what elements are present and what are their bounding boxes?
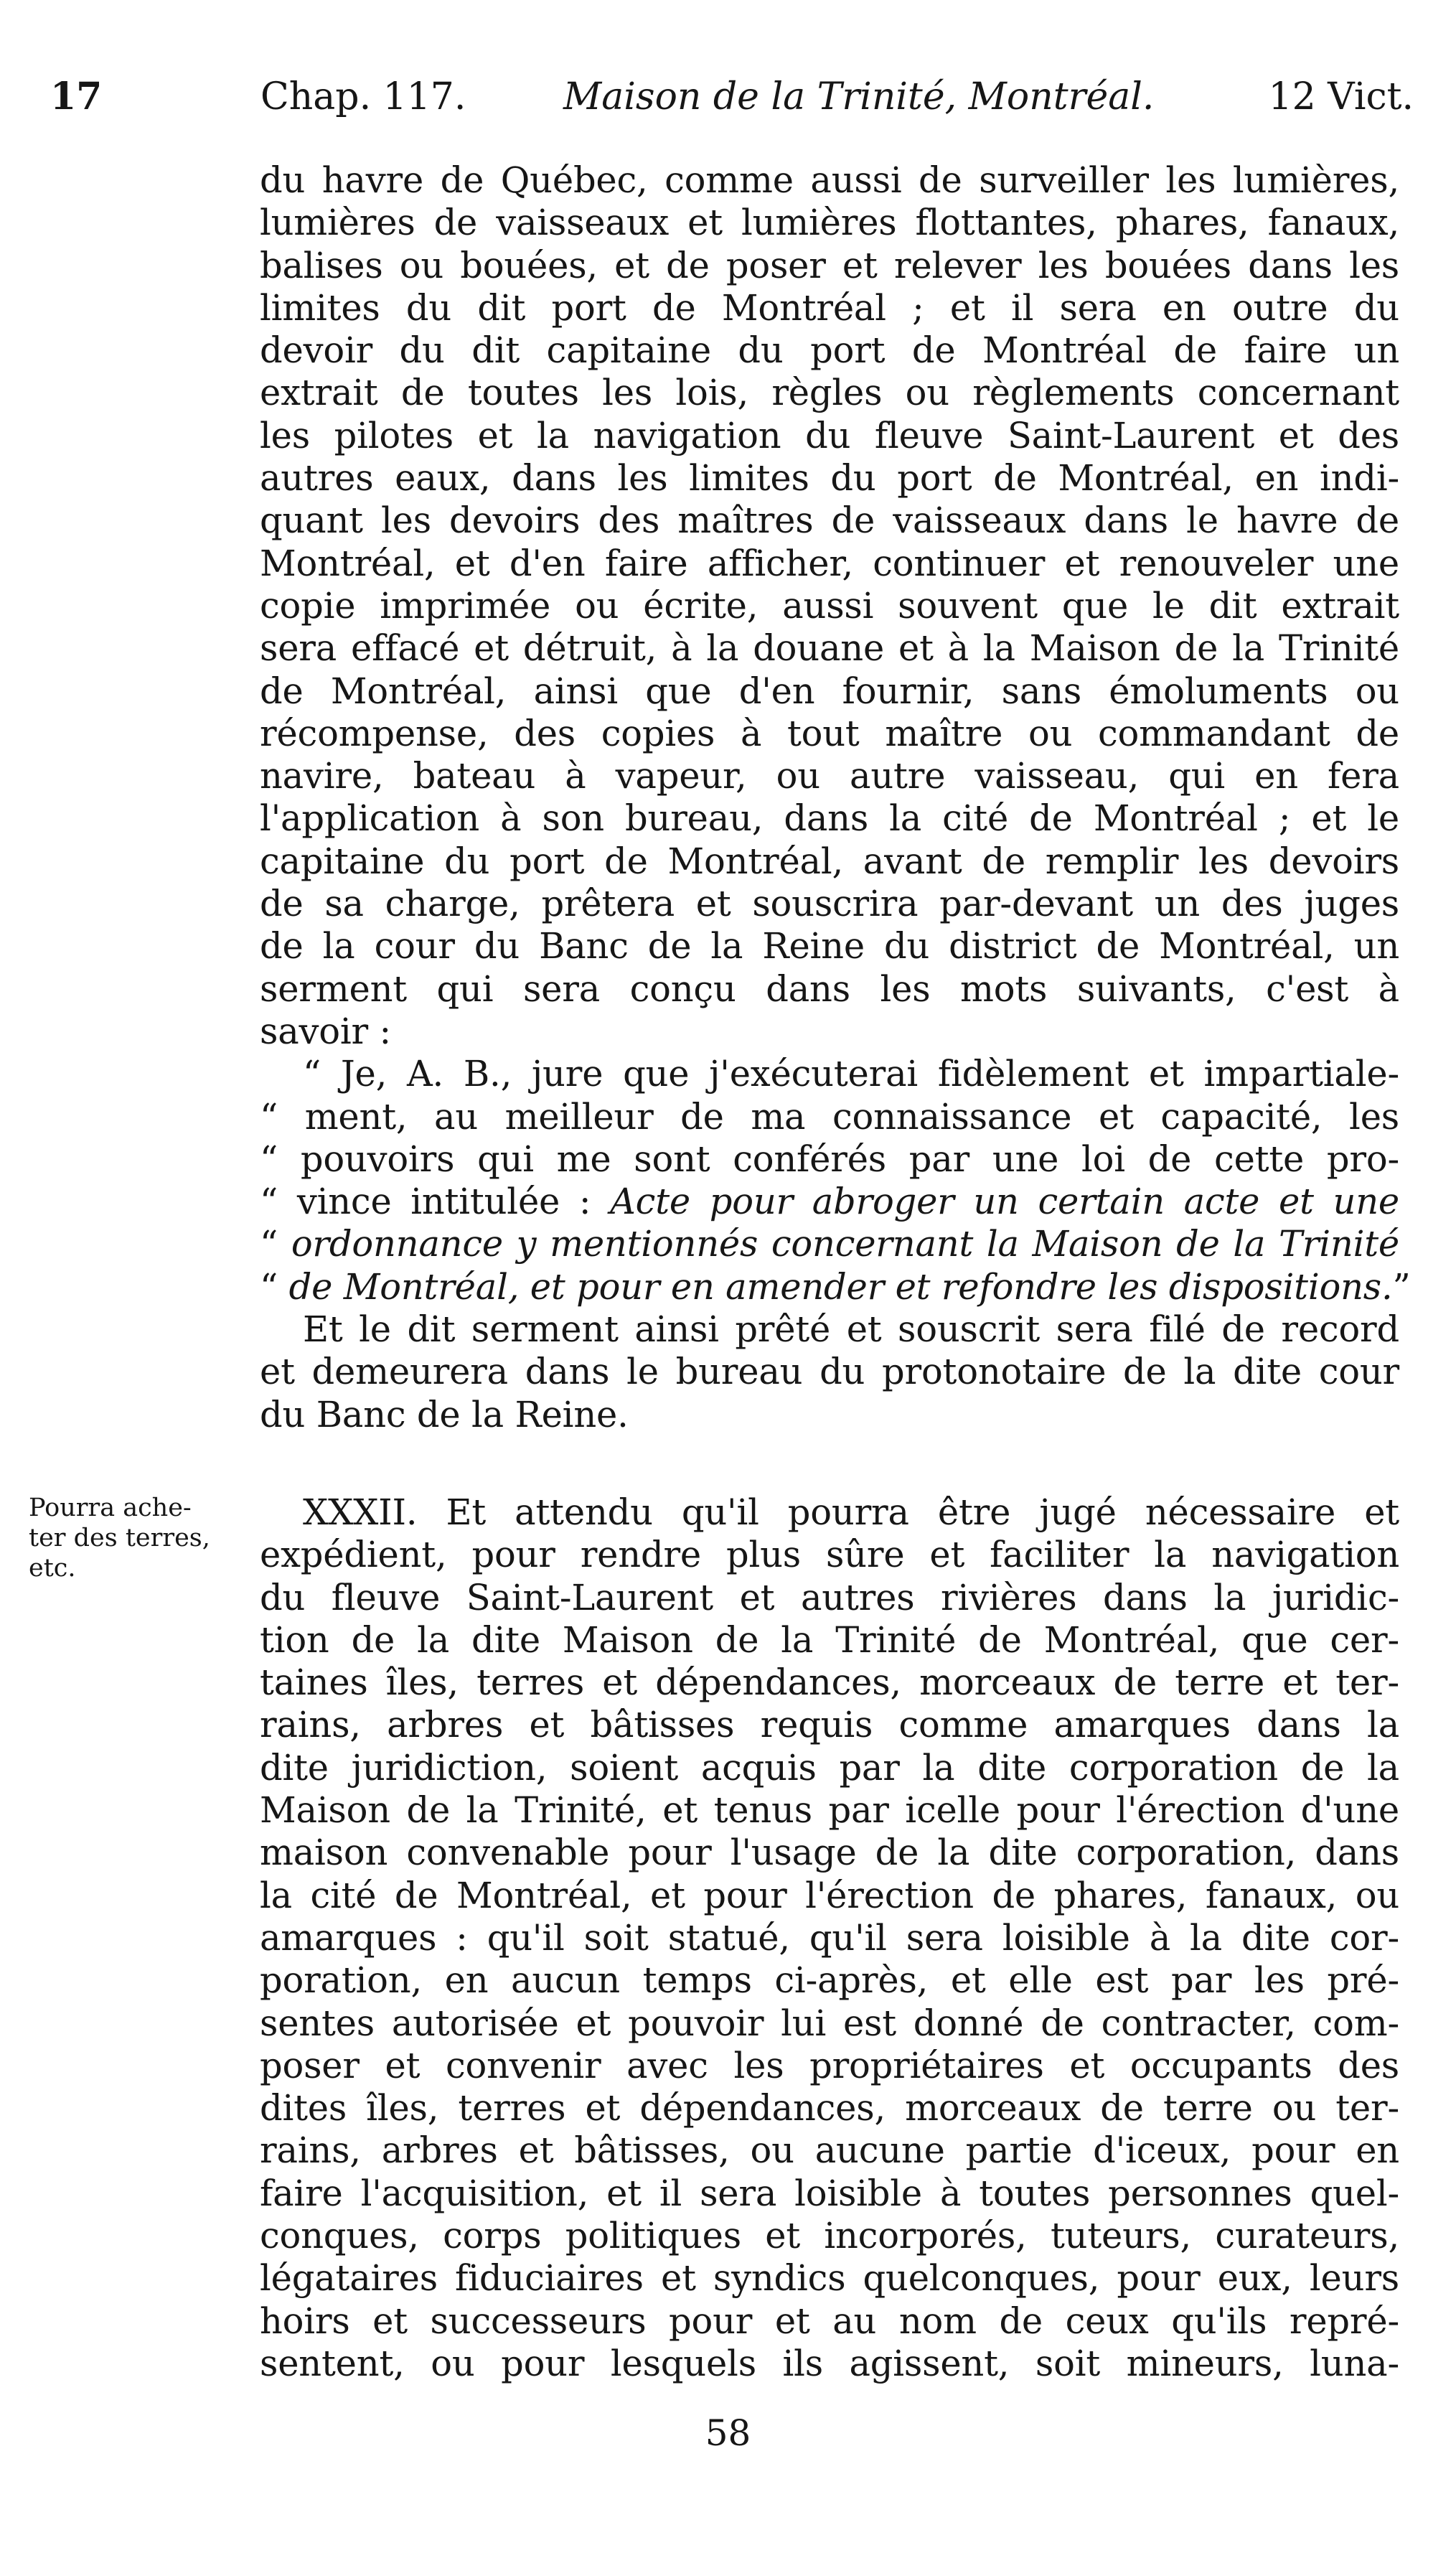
text-line: légataires fiduciaires et syndics quelconques, pour eux, leurs xyxy=(260,2257,1399,2300)
margin-note-line: etc. xyxy=(29,1554,76,1583)
text-line: autres eaux, dans les limites du port de Montréal, en indi- xyxy=(260,457,1399,500)
text-line: balises ou bouées, et de poser et relever les bouées dans les xyxy=(260,244,1399,286)
oath-line xyxy=(260,1265,1411,1308)
text-line: de sa charge, prêtera et souscrira par-devant un des juges xyxy=(260,883,1399,925)
act-title-italic: ordonnance y mentionnés concernant la Maison de la Trinité xyxy=(291,1223,1400,1265)
text-line: Montréal, et d'en faire afficher, continuer et renouveler une xyxy=(260,542,1399,584)
oath-line xyxy=(260,1181,1399,1223)
text-line: la cité de Montréal, et pour l'érection de phares, fanaux, ou xyxy=(260,1874,1399,1916)
text-line: et demeurera dans le bureau du protonotaire de la dite cour xyxy=(260,1351,1399,1393)
text-line: du Banc de la Reine. xyxy=(260,1393,629,1435)
text-line: poser et convenir avec les propriétaires et occupants des xyxy=(260,2044,1399,2086)
text-line: XXXII. Et attendu qu'il pourra être jugé nécessaire et xyxy=(303,1491,1399,1533)
oath-text: “ vince intitulée : xyxy=(260,1181,611,1223)
text-line: Maison de la Trinité, et tenus par icelle pour l'érection d'une xyxy=(260,1789,1399,1832)
header-chapter: Chap. 117. xyxy=(260,75,466,118)
section-continuation xyxy=(260,159,1411,1436)
text-line: récompense, des copies à tout maître ou commandant de xyxy=(260,712,1399,754)
section-xxxii xyxy=(260,1491,1399,2385)
text-line: capitaine du port de Montréal, avant de remplir les devoirs xyxy=(260,840,1399,882)
margin-note-line: Pourra ache- xyxy=(29,1494,192,1522)
text-line: de la cour du Banc de la Reine du district de Montréal, un xyxy=(260,925,1399,967)
text-line: conques, corps politiques et incorporés, tuteurs, curateurs, xyxy=(260,2215,1399,2257)
oath-line: “ Je, A. B., jure que j'exécuterai fidèlement et impartiale- xyxy=(303,1053,1399,1095)
text-line: poration, en aucun temps ci-après, et elle est par les pré- xyxy=(260,1959,1399,2002)
text-line: de Montréal, ainsi que d'en fournir, sans émoluments ou xyxy=(260,670,1399,712)
text-line: sentent, ou pour lesquels ils agissent, soit mineurs, luna- xyxy=(260,2342,1399,2384)
oath-text: “ xyxy=(260,1223,291,1265)
text-line: serment qui sera conçu dans les mots suivants, c'est à xyxy=(260,967,1399,1010)
text-line: limites du dit port de Montréal ; et il sera en outre du xyxy=(260,286,1399,329)
text-line: sentes autorisée et pouvoir lui est donné de contracter, com- xyxy=(260,2002,1399,2044)
text-line: amarques : qu'il soit statué, qu'il sera loisible à la dite cor- xyxy=(260,1916,1399,1959)
text-line: dites îles, terres et dépendances, morceaux de terre ou ter- xyxy=(260,2087,1399,2129)
closing-quote: ” xyxy=(1392,1265,1411,1308)
act-title-italic: de Montréal, et pour en amender et refondre les dispositions. xyxy=(288,1265,1393,1308)
oath-line: “ pouvoirs qui me sont conférés par une loi de cette pro- xyxy=(260,1138,1399,1180)
text-line: extrait de toutes les lois, règles ou règlements concernant xyxy=(260,372,1399,414)
text-line: copie imprimée ou écrite, aussi souvent que le dit extrait xyxy=(260,584,1399,627)
text-line: du havre de Québec, comme aussi de surveiller les lumières, xyxy=(260,159,1399,201)
running-header xyxy=(29,72,1414,122)
text-line: rains, arbres et bâtisses, ou aucune partie d'iceux, pour en xyxy=(260,2129,1399,2172)
text-line: faire l'acquisition, et il sera loisible à toutes personnes quel- xyxy=(260,2172,1399,2214)
header-title: Maison de la Trinité, Montréal. xyxy=(563,75,1155,118)
header-page-number: 17 xyxy=(50,75,103,118)
text-line: devoir du dit capitaine du port de Montréal de faire un xyxy=(260,329,1399,372)
text-line: du fleuve Saint-Laurent et autres rivières dans la juridic- xyxy=(260,1576,1399,1618)
text-line: quant les devoirs des maîtres de vaisseaux dans le havre de xyxy=(260,500,1399,542)
page-number: 58 xyxy=(705,2412,751,2454)
text-line: les pilotes et la navigation du fleuve Saint-Laurent et des xyxy=(260,414,1399,456)
oath-line: “ ment, au meilleur de ma connaissance et capacité, les xyxy=(260,1095,1399,1138)
oath-quotation xyxy=(260,1053,1411,1308)
margin-note xyxy=(29,1493,251,1583)
text-line: savoir : xyxy=(260,1010,391,1052)
text-line: tion de la dite Maison de la Trinité de Montréal, que cer- xyxy=(260,1618,1399,1661)
margin-note-line: ter des terres, xyxy=(29,1524,210,1552)
text-line: lumières de vaisseaux et lumières flottantes, phares, fanaux, xyxy=(260,202,1399,244)
text-line: navire, bateau à vapeur, ou autre vaisseau, qui en fera xyxy=(260,755,1399,797)
text-line: dite juridiction, soient acquis par la dite corporation de la xyxy=(260,1746,1399,1789)
text-line: sera effacé et détruit, à la douane et à la Maison de la Trinité xyxy=(260,627,1399,670)
text-line: taines îles, terres et dépendances, morceaux de terre et ter- xyxy=(260,1662,1399,1704)
header-regnal-year: 12 Vict. xyxy=(1268,75,1414,118)
oath-line xyxy=(260,1223,1399,1265)
text-line: expédient, pour rendre plus sûre et faciliter la navigation xyxy=(260,1534,1399,1576)
oath-text: “ xyxy=(260,1265,289,1308)
text-line: Et le dit serment ainsi prêté et souscrit sera filé de record xyxy=(303,1308,1399,1351)
text-line: maison convenable pour l'usage de la dite corporation, dans xyxy=(260,1832,1399,1874)
text-line: rains, arbres et bâtisses requis comme amarques dans la xyxy=(260,1704,1399,1746)
text-line: l'application à son bureau, dans la cité de Montréal ; et le xyxy=(260,797,1399,840)
text-line: hoirs et successeurs pour et au nom de ceux qu'ils repré- xyxy=(260,2300,1399,2342)
act-title-italic: Acte pour abroger un certain acte et une xyxy=(610,1181,1399,1223)
